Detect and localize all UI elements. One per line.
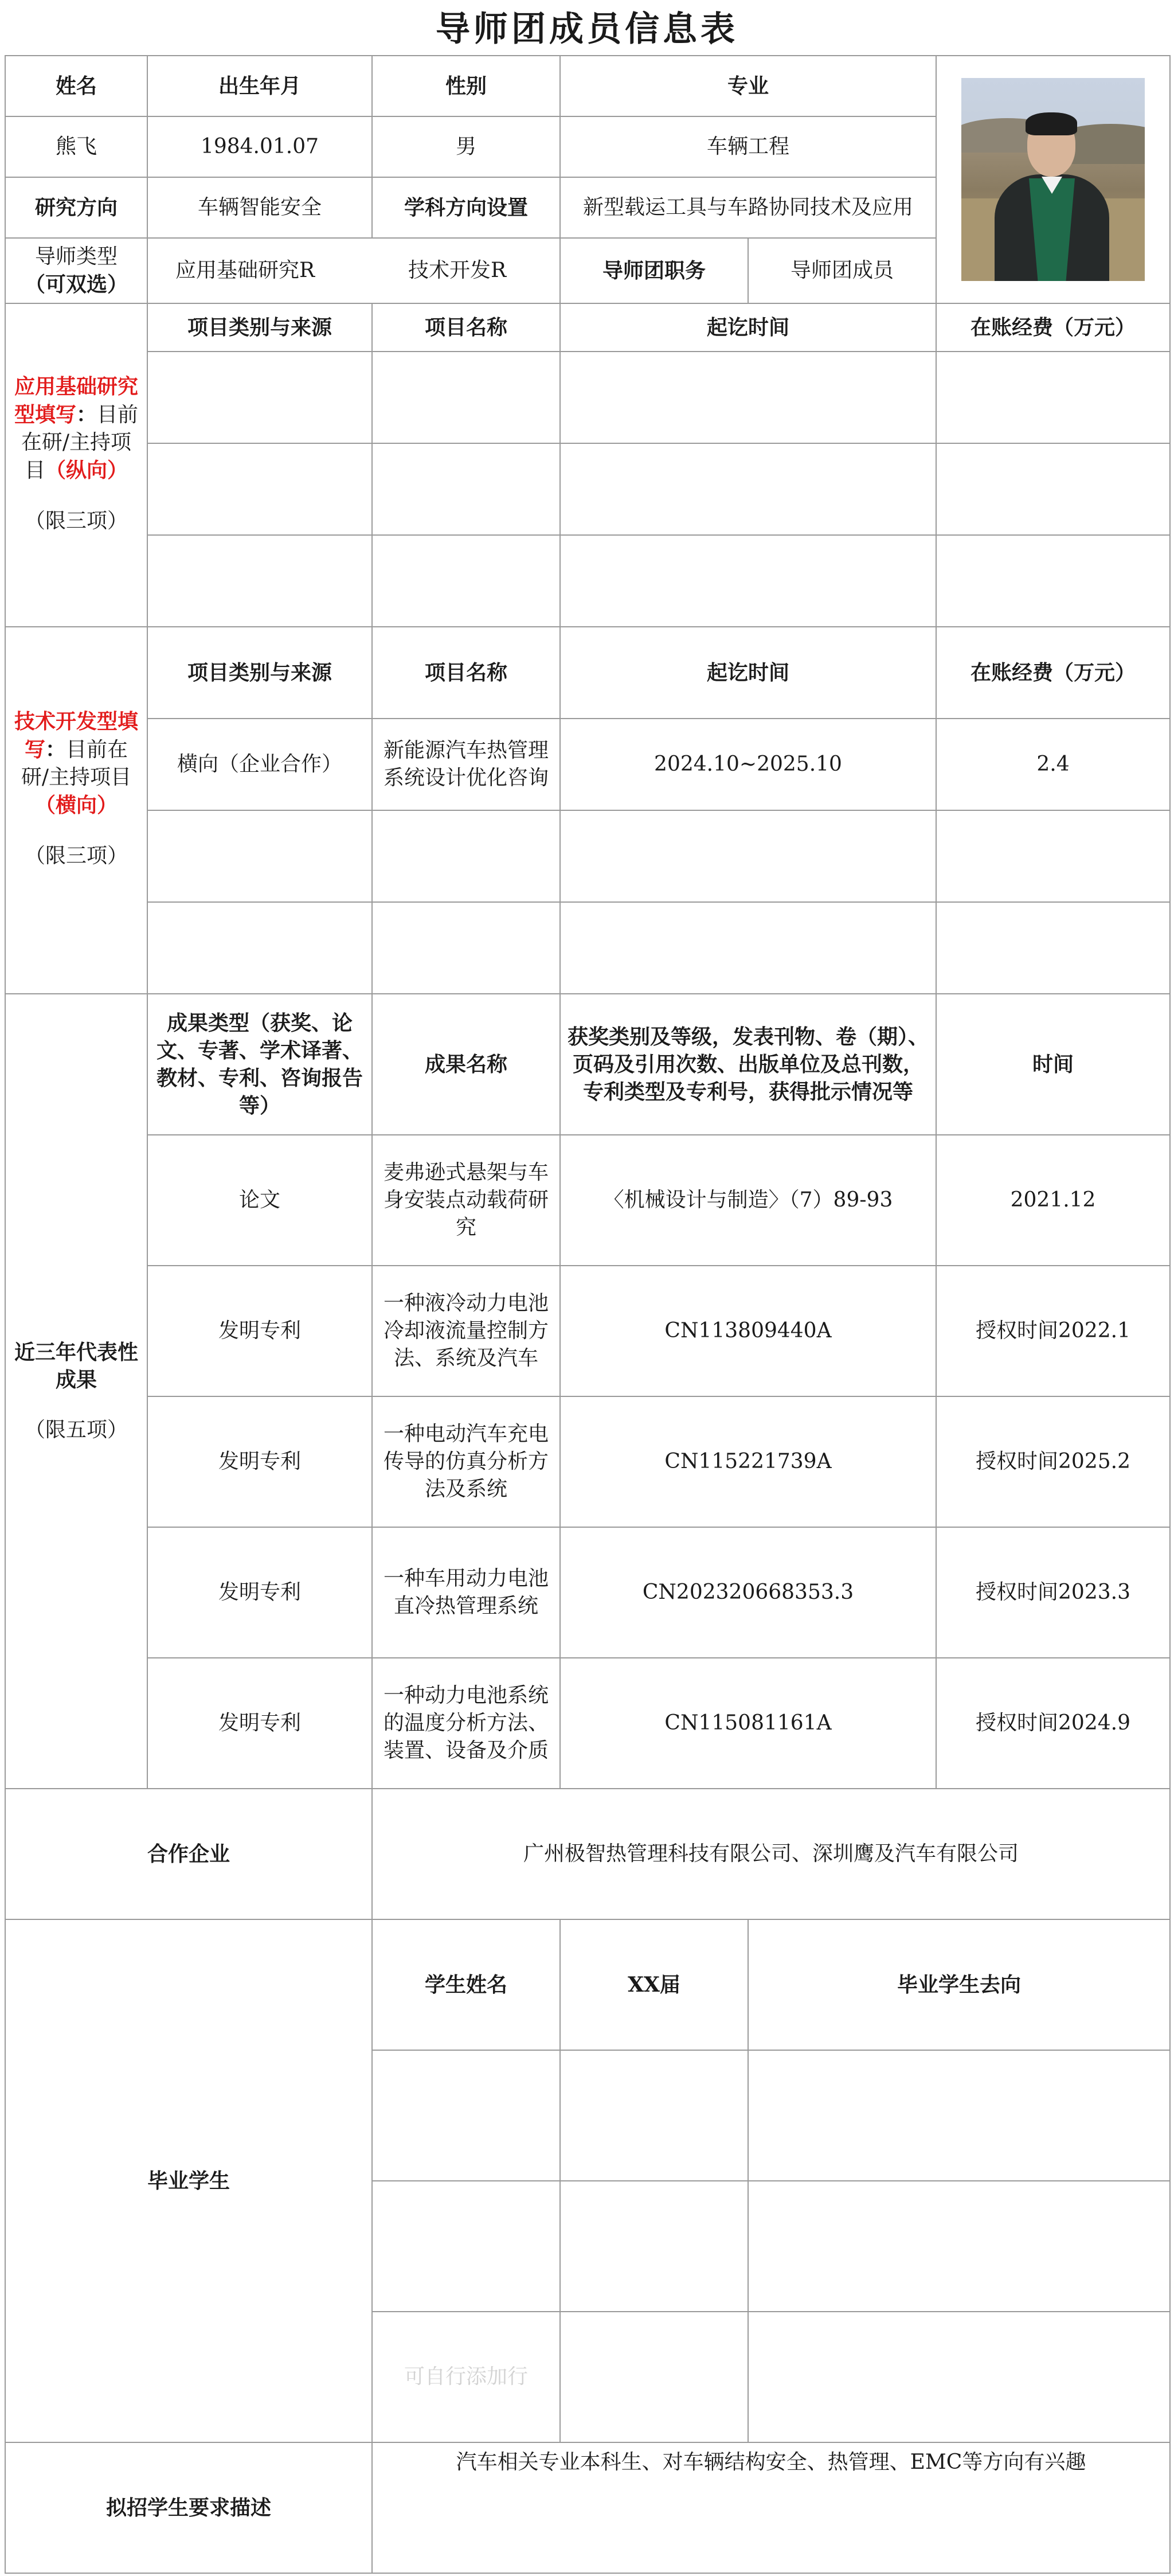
grad-row3-year[interactable]: [560, 2312, 748, 2442]
br-header-period: 起讫时间: [560, 303, 936, 352]
grad-row2-name[interactable]: [372, 2181, 560, 2312]
ach-row3-detail: CN115221739A: [560, 1396, 936, 1527]
td-row1-period: 2024.10~2025.10: [560, 719, 936, 810]
research-label: 研究方向: [5, 177, 147, 238]
td-row3-period[interactable]: [560, 902, 936, 994]
grad-row3-name[interactable]: 可自行添加行: [372, 2312, 560, 2442]
tech-dev-label-black: 目前在研/主持项目: [21, 738, 132, 789]
grad-row1-year[interactable]: [560, 2050, 748, 2181]
requirements-label: 拟招学生要求描述: [5, 2442, 372, 2573]
ach-row2-time: 授权时间2022.1: [936, 1266, 1170, 1396]
td-row3-source[interactable]: [147, 902, 372, 994]
grad-header-name: 学生姓名: [372, 1919, 560, 2050]
ach-row1-detail: 〈机械设计与制造〉（7）89-93: [560, 1135, 936, 1266]
td-row2-name[interactable]: [372, 810, 560, 902]
ach-row2-name: 一种液冷动力电池冷却液流量控制方法、系统及汽车: [372, 1266, 560, 1396]
br-header-source: 项目类别与来源: [147, 303, 372, 352]
basic-research-label-paren: （纵向）: [45, 458, 128, 482]
ach-row1-type: 论文: [147, 1135, 372, 1266]
photo-cell: [936, 56, 1170, 303]
br-row2-funds[interactable]: [936, 443, 1170, 535]
requirements-value: 汽车相关专业本科生、对车辆结构安全、热管理、EMC等方向有兴趣: [372, 2442, 1170, 2573]
discipline-label: 学科方向设置: [372, 177, 560, 238]
portrait-photo: [961, 78, 1145, 281]
basic-research-label: [5, 303, 147, 627]
br-header-name: 项目名称: [372, 303, 560, 352]
header-name: 姓名: [5, 56, 147, 116]
mentor-type-option-basic[interactable]: 应用基础研究R: [175, 259, 315, 282]
td-row1-funds: 2.4: [936, 719, 1170, 810]
ach-row5-type: 发明专利: [147, 1658, 372, 1789]
br-header-funds: 在账经费（万元）: [936, 303, 1170, 352]
ach-row3-type: 发明专利: [147, 1396, 372, 1527]
header-birth: 出生年月: [147, 56, 372, 116]
ach-header-name: 成果名称: [372, 994, 560, 1135]
grad-header-year: XX届: [560, 1919, 748, 2050]
basic-research-label-black: 目前在研/主持项目: [21, 403, 139, 482]
achievements-label: [5, 994, 147, 1789]
header-gender: 性别: [372, 56, 560, 116]
tech-dev-limit: （限三项）: [24, 844, 128, 868]
grad-header-destination: 毕业学生去向: [748, 1919, 1170, 2050]
tech-dev-label: [5, 627, 147, 994]
grad-row1-name[interactable]: [372, 2050, 560, 2181]
page-title: 导师团成员信息表: [436, 9, 738, 49]
ach-row1-name: 麦弗逊式悬架与车身安装点动载荷研究: [372, 1135, 560, 1266]
ach-row4-type: 发明专利: [147, 1527, 372, 1658]
ach-row1-time: 2021.12: [936, 1135, 1170, 1266]
grad-row2-year[interactable]: [560, 2181, 748, 2312]
br-row1-funds[interactable]: [936, 352, 1170, 443]
ach-header-detail: 获奖类别及等级，发表刊物、卷（期）、页码及引用次数、出版单位及总刊数，专利类型及专利号，获得批示情况等: [560, 994, 936, 1135]
td-row1-name: 新能源汽车热管理系统设计优化咨询: [372, 719, 560, 810]
discipline-value: 新型载运工具与车路协同技术及应用: [560, 177, 936, 238]
br-row3-funds[interactable]: [936, 535, 1170, 627]
td-row3-name[interactable]: [372, 902, 560, 994]
ach-row4-name: 一种车用动力电池直冷热管理系统: [372, 1527, 560, 1658]
ach-row3-name: 一种电动汽车充电传导的仿真分析方法及系统: [372, 1396, 560, 1527]
value-name: 熊飞: [5, 116, 147, 177]
partner-label: 合作企业: [5, 1789, 372, 1919]
research-value: 车辆智能安全: [147, 177, 372, 238]
role-label: 导师团职务: [560, 238, 748, 303]
ach-row5-time: 授权时间2024.9: [936, 1658, 1170, 1789]
mentor-type-option-tech[interactable]: 技术开发R: [408, 259, 507, 282]
mentor-type-options: [147, 238, 560, 303]
td-row2-funds[interactable]: [936, 810, 1170, 902]
ach-row2-detail: CN113809440A: [560, 1266, 936, 1396]
graduates-label: 毕业学生: [5, 1919, 372, 2442]
ach-row5-name: 一种动力电池系统的温度分析方法、装置、设备及介质: [372, 1658, 560, 1789]
grad-row2-destination[interactable]: [748, 2181, 1170, 2312]
ach-row4-time: 授权时间2023.3: [936, 1527, 1170, 1658]
grad-row3-destination[interactable]: [748, 2312, 1170, 2442]
td-row2-period[interactable]: [560, 810, 936, 902]
br-row1-period[interactable]: [560, 352, 936, 443]
td-header-name: 项目名称: [372, 627, 560, 719]
tech-dev-label-red: 技术开发型填写: [14, 709, 138, 762]
tech-dev-label-paren: （横向）: [34, 793, 118, 817]
achievements-title: 近三年代表性成果: [14, 1340, 138, 1392]
td-header-period: 起讫时间: [560, 627, 936, 719]
grad-row1-destination[interactable]: [748, 2050, 1170, 2181]
ach-header-time: 时间: [936, 994, 1170, 1135]
br-row3-period[interactable]: [560, 535, 936, 627]
basic-research-label-colon: ：: [76, 403, 97, 427]
header-major: 专业: [560, 56, 936, 116]
value-gender: 男: [372, 116, 560, 177]
value-birth: 1984.01.07: [147, 116, 372, 177]
partner-value: 广州极智热管理科技有限公司、深圳鹰及汽车有限公司: [372, 1789, 1170, 1919]
ach-header-type: 成果类型（获奖、论文、专著、学术译著、教材、专利、咨询报告等）: [147, 994, 372, 1135]
td-header-source: 项目类别与来源: [147, 627, 372, 719]
br-row2-period[interactable]: [560, 443, 936, 535]
td-header-funds: 在账经费（万元）: [936, 627, 1170, 719]
ach-row2-type: 发明专利: [147, 1266, 372, 1396]
basic-research-limit: （限三项）: [24, 509, 128, 533]
mentor-type-title: 导师类型: [34, 245, 118, 268]
role-value: 导师团成员: [748, 238, 936, 303]
br-row2-source[interactable]: [147, 443, 372, 535]
basic-research-label-red: 应用基础研究型填写: [14, 374, 138, 427]
br-row2-name[interactable]: [372, 443, 560, 535]
td-row1-source: 横向（企业合作）: [147, 719, 372, 810]
br-row1-name[interactable]: [372, 352, 560, 443]
mentor-info-table: [5, 55, 1171, 2574]
td-row2-source[interactable]: [147, 810, 372, 902]
br-row3-name[interactable]: [372, 535, 560, 627]
br-row1-source[interactable]: [147, 352, 372, 443]
value-major: 车辆工程: [560, 116, 936, 177]
ach-row3-time: 授权时间2025.2: [936, 1396, 1170, 1527]
tech-dev-label-colon: ：: [45, 737, 66, 762]
ach-row4-detail: CN202320668353.3: [560, 1527, 936, 1658]
br-row3-source[interactable]: [147, 535, 372, 627]
mentor-type-label: [5, 238, 147, 303]
td-row3-funds[interactable]: [936, 902, 1170, 994]
achievements-limit: （限五项）: [24, 1418, 128, 1442]
ach-row5-detail: CN115081161A: [560, 1658, 936, 1789]
mentor-type-sub: （可双选）: [24, 272, 128, 296]
